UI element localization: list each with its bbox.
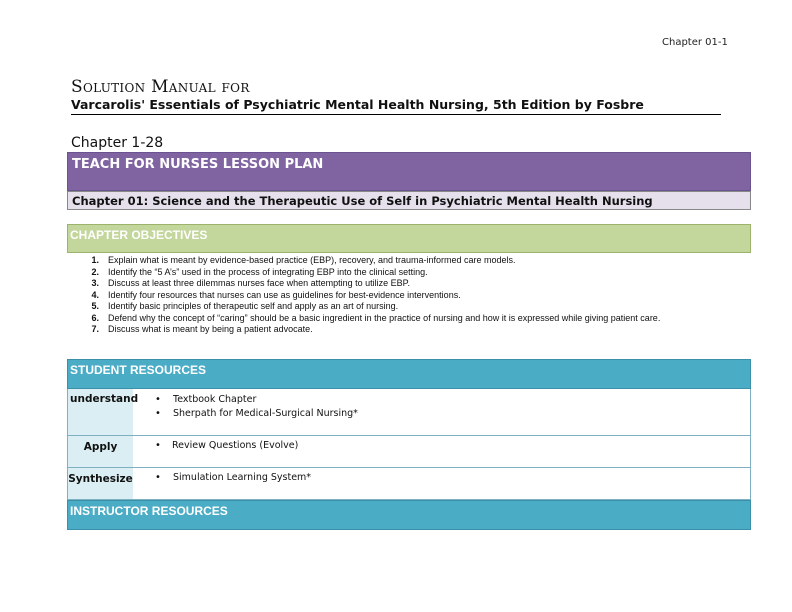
objectives-header xyxy=(67,224,751,253)
objective-text: Discuss what is meant by being a patient advocate. xyxy=(108,324,313,334)
objective-text: Explain what is meant by evidence-based practice (EBP), recovery, and trauma-informed care models. xyxy=(108,255,516,265)
objective-item xyxy=(85,324,705,336)
resource-row-understand xyxy=(67,389,751,436)
chapter-title: Chapter 01: Science and the Therapeutic Use of Self in Psychiatric Mental Health Nursing xyxy=(72,194,653,208)
title-divider xyxy=(71,114,721,115)
resource-label: understand xyxy=(68,389,133,435)
instructor-resources-header xyxy=(67,500,751,530)
resource-list xyxy=(133,389,750,435)
objective-number: 5. xyxy=(91,301,99,311)
book-title: Varcarolis' Essentials of Psychiatric Mental Health Nursing, 5th Edition by Fosbre xyxy=(71,97,644,112)
objective-text: Defend why the concept of “caring” should be a basic ingredient in the practice of nursing and how it is expressed while giving patient care. xyxy=(108,312,661,323)
objective-number: 2. xyxy=(91,266,99,277)
chapter-page-tag: Chapter 01-1 xyxy=(662,37,728,48)
chapter-header xyxy=(67,191,751,210)
objective-number: 3. xyxy=(91,278,99,288)
chapter-range: Chapter 1-28 xyxy=(71,135,164,151)
objective-number: 6. xyxy=(91,312,99,323)
objectives-title: CHAPTER OBJECTIVES xyxy=(70,228,208,242)
resource-item: • Textbook Chapter xyxy=(133,393,750,407)
instructor-resources-title: INSTRUCTOR RESOURCES xyxy=(70,504,228,518)
resource-label: Synthesize xyxy=(68,468,133,499)
objective-item xyxy=(85,290,705,302)
resource-item: • Simulation Learning System* xyxy=(133,471,750,485)
resource-item: • Review Questions (Evolve) xyxy=(133,439,750,453)
objective-item xyxy=(85,278,705,290)
lesson-plan-title: TEACH FOR NURSES LESSON PLAN xyxy=(72,157,324,172)
student-resources-header xyxy=(67,359,751,389)
objective-item xyxy=(85,313,705,325)
student-resources-title: STUDENT RESOURCES xyxy=(70,363,207,377)
resource-row-synthesize xyxy=(67,468,751,500)
lesson-plan-header xyxy=(67,152,751,191)
objective-item xyxy=(85,267,705,279)
objective-text: Identify basic principles of therapeutic self and apply as an art of nursing. xyxy=(108,301,399,311)
objective-item xyxy=(85,255,705,267)
resource-list xyxy=(133,436,750,467)
objective-item xyxy=(85,301,705,313)
resource-label: Apply xyxy=(68,436,133,467)
objective-number: 1. xyxy=(91,255,99,265)
objective-number: 7. xyxy=(91,324,99,334)
objectives-list xyxy=(85,255,705,336)
objective-text: Identify the “5 A’s” used in the process of integrating EBP into the clinical setting. xyxy=(108,266,428,277)
resource-list xyxy=(133,468,750,499)
resource-row-apply xyxy=(67,436,751,468)
resource-item: • Sherpath for Medical-Surgical Nursing* xyxy=(133,407,750,421)
objective-text: Discuss at least three dilemmas nurses face when attempting to utilize EBP. xyxy=(108,278,410,288)
objective-text: Identify four resources that nurses can use as guidelines for best-evidence interventions. xyxy=(108,289,461,300)
objective-number: 4. xyxy=(91,289,99,300)
manual-title: Solution Manual for xyxy=(71,77,250,97)
